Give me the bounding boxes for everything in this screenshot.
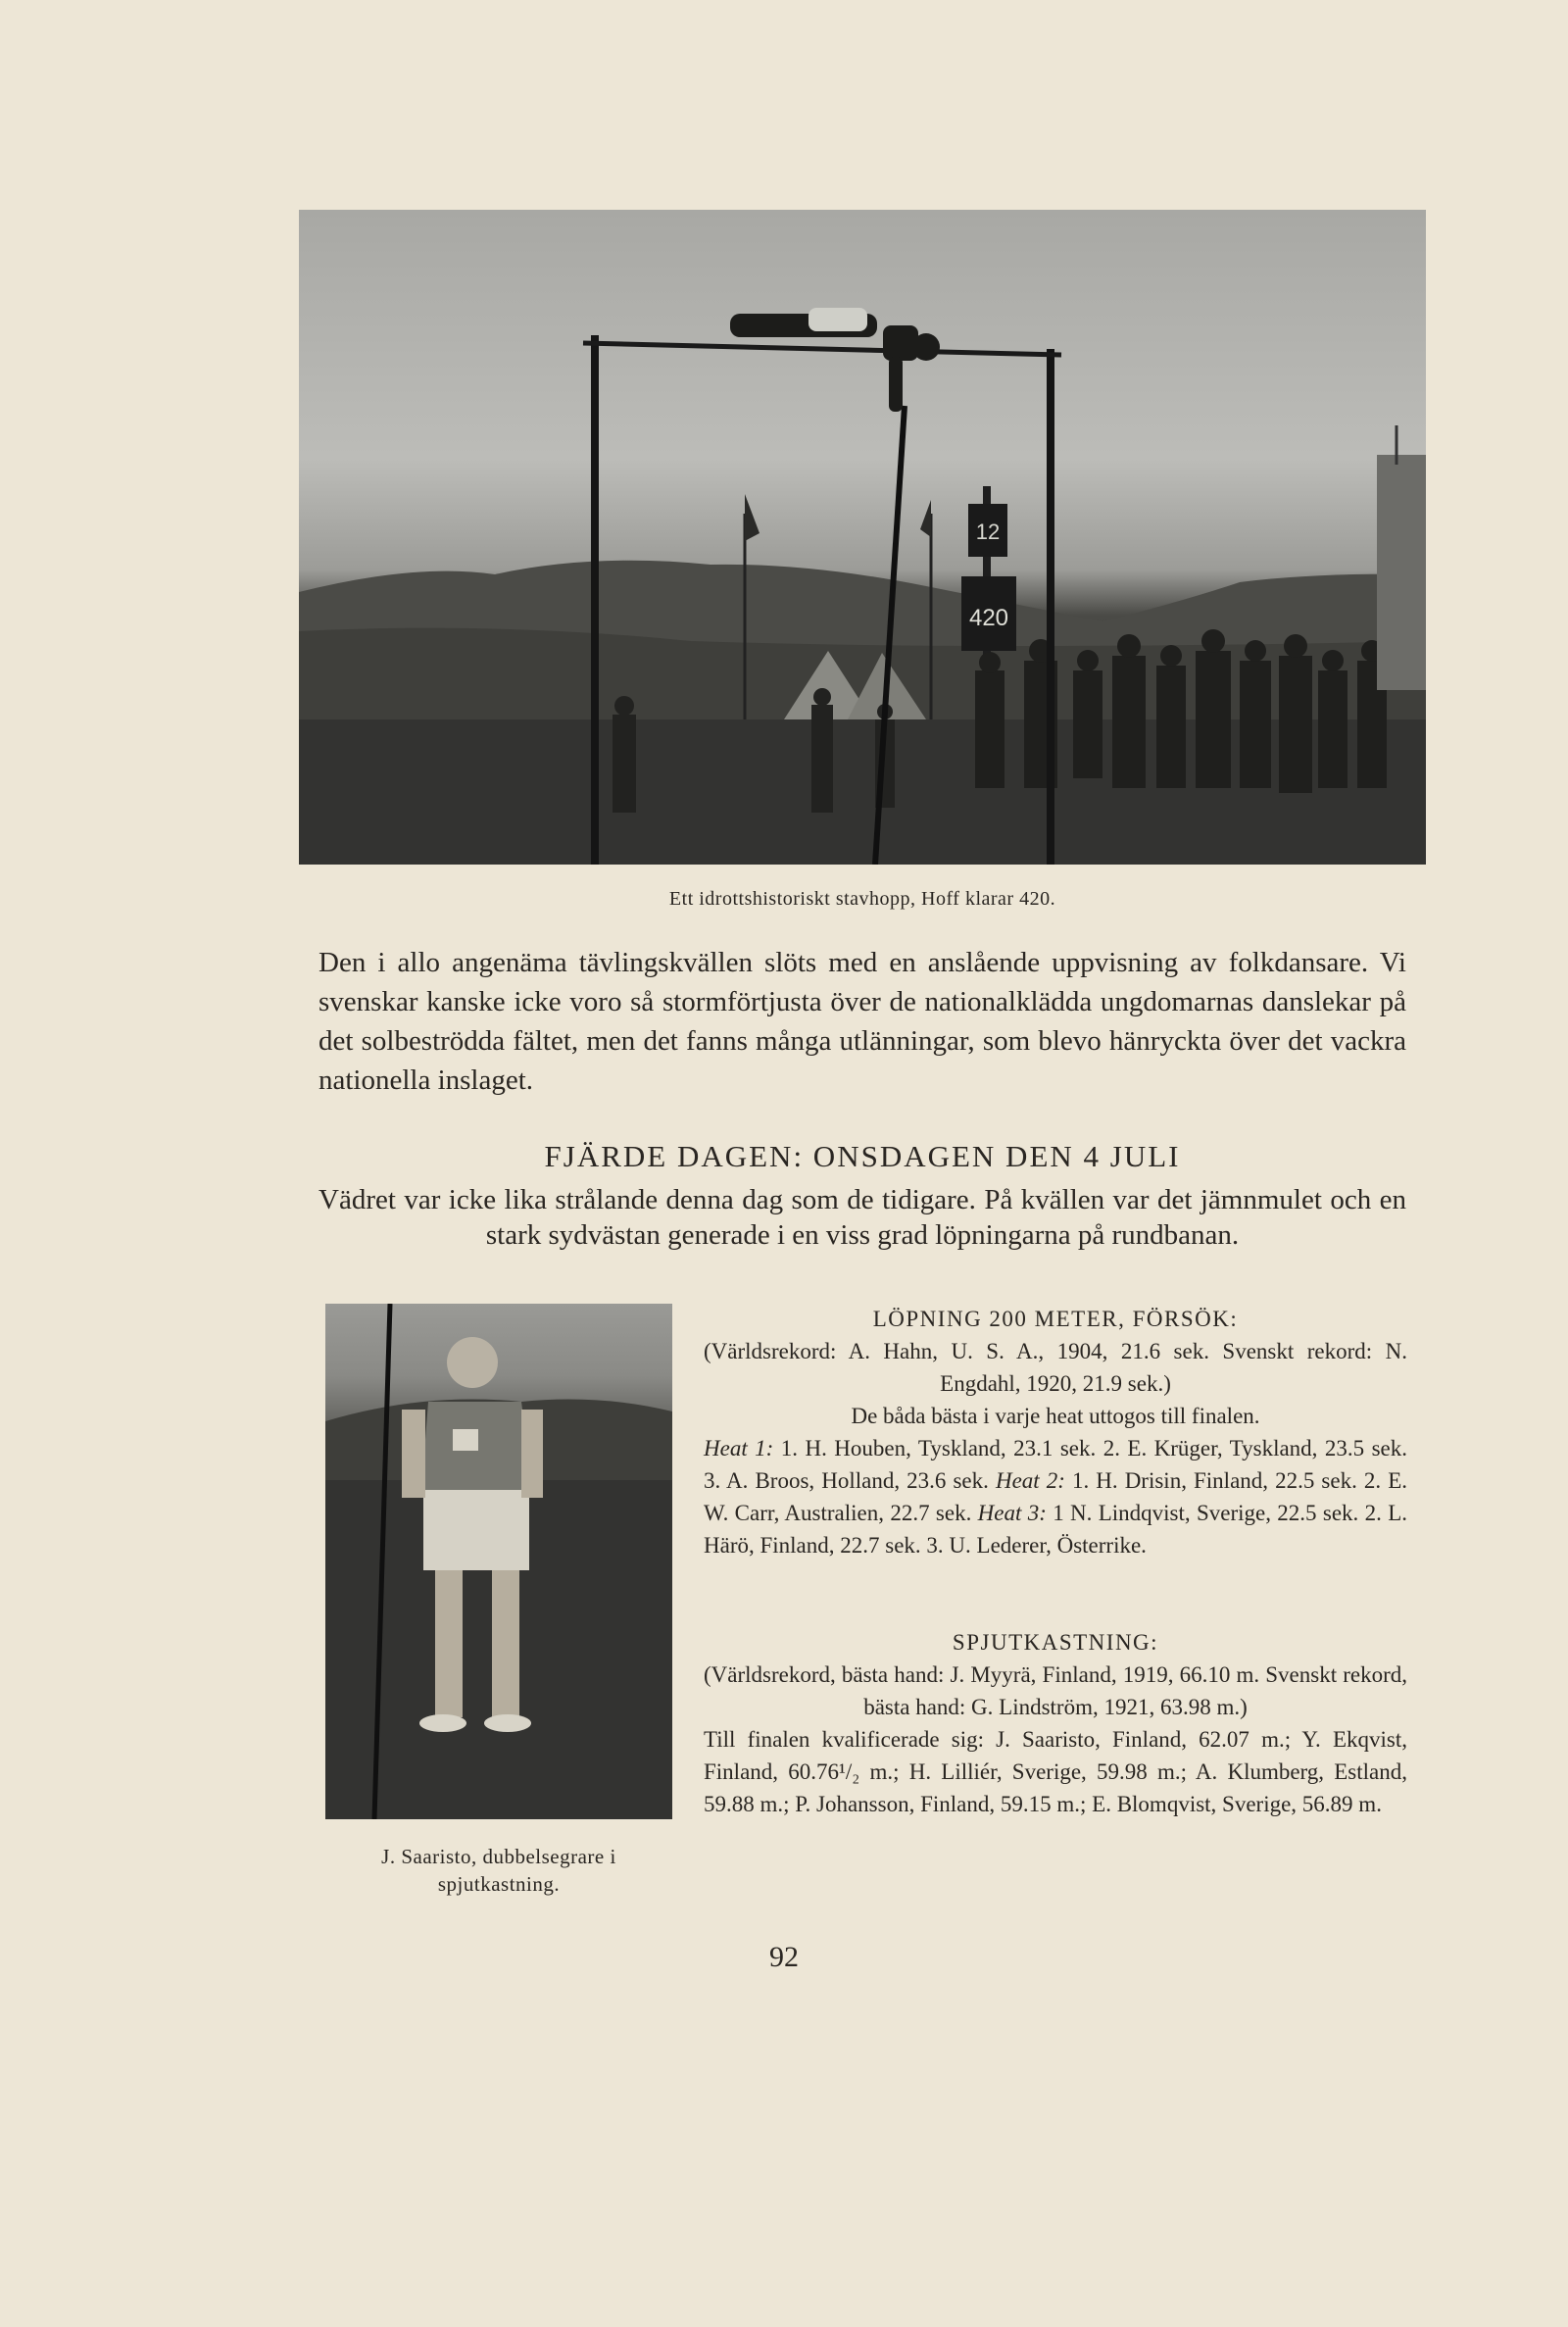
javelin-heading: SPJUTKASTNING: bbox=[952, 1630, 1159, 1655]
javelin-thrower-illustration bbox=[325, 1304, 672, 1819]
running-record: (Världsrekord: A. Hahn, U. S. A., 1904, 21.6 sek. Svenskt rekord: N. Engdahl, 1920, 21.9 sek.) bbox=[704, 1339, 1407, 1396]
heat1-results: 1. H. Houben, Tyskland, 23.1 sek. 2. E. Krüger, Tyskland, 23.5 sek. 3. A. Broos, Holland, 23.6 sek. bbox=[704, 1436, 1407, 1493]
javelin-record: (Världsrekord, bästa hand: J. Myyrä, Finland, 1919, 66.10 m. Svenskt rekord, bästa hand: G. Lindström, 1921, 63.98 m.) bbox=[704, 1662, 1407, 1719]
heat3-results: 1 N. Lindqvist, Sverige, 22.5 sek. 2. L. Härö, Finland, 22.7 sek. 3. U. Lederer, Österrike. bbox=[704, 1501, 1407, 1558]
running-note: De båda bästa i varje heat uttogos till finalen. bbox=[851, 1404, 1260, 1428]
heat2-label: Heat 2: bbox=[995, 1468, 1065, 1493]
javelin-section bbox=[704, 1626, 1407, 1820]
sign-top-text: 12 bbox=[975, 520, 1001, 544]
running-heats bbox=[704, 1432, 1407, 1561]
heat1-label: Heat 1: bbox=[704, 1436, 774, 1461]
heat3-label: Heat 3: bbox=[977, 1501, 1047, 1525]
javelin-final: Till finalen kvalificerade sig: J. Saaristo, Finland, 62.07 m.; Y. Ekqvist, Finland, 60.76¹/₂ m.; H. Lilliér, Sverige, 59.98 m.; A. Klumberg, Estland, 59.88 m.; P. Johansson, Finland, 59.15 m.; E. Blomqvist, Sverige, 56.89 m. bbox=[704, 1727, 1407, 1816]
pole-vault-photo bbox=[299, 210, 1426, 865]
body-paragraph: Den i allo angenäma tävlingskvällen slöts med en anslående uppvisning av folkdansare. Vi svenskar kanske icke voro så stormförtjusta över de nationalklädda ungdomarnas danslekar på det solbeströdda fältet, men det fanns många utlänningar, som blevo hänryckta över det vackra nationella inslaget. bbox=[318, 947, 1406, 1096]
running-heading: LÖPNING 200 METER, FÖRSÖK: bbox=[872, 1307, 1239, 1331]
section-intro: Vädret var icke lika strålande denna dag som de tidigare. På kvällen var det jämnmulet och en stark sydvästan generade i en viss grad löpningarna på rundbanan. bbox=[318, 1184, 1406, 1251]
left-photo-caption: J. Saaristo, dubbelsegrare i spjutkastning. bbox=[381, 1845, 616, 1896]
page-number: 92 bbox=[769, 1941, 799, 1973]
section-title: FJÄRDE DAGEN: ONSDAGEN DEN 4 JULI bbox=[544, 1139, 1181, 1173]
top-photo-caption: Ett idrottshistoriskt stavhopp, Hoff klarar 420. bbox=[668, 888, 1056, 910]
pole-vault-illustration bbox=[299, 210, 1426, 865]
running-section bbox=[704, 1303, 1407, 1561]
javelin-thrower-photo bbox=[325, 1304, 672, 1819]
sign-bottom-text: 420 bbox=[968, 605, 1009, 631]
heat2-results: 1. H. Drisin, Finland, 22.5 sek. 2. E. W. Carr, Australien, 22.7 sek. bbox=[704, 1468, 1407, 1525]
